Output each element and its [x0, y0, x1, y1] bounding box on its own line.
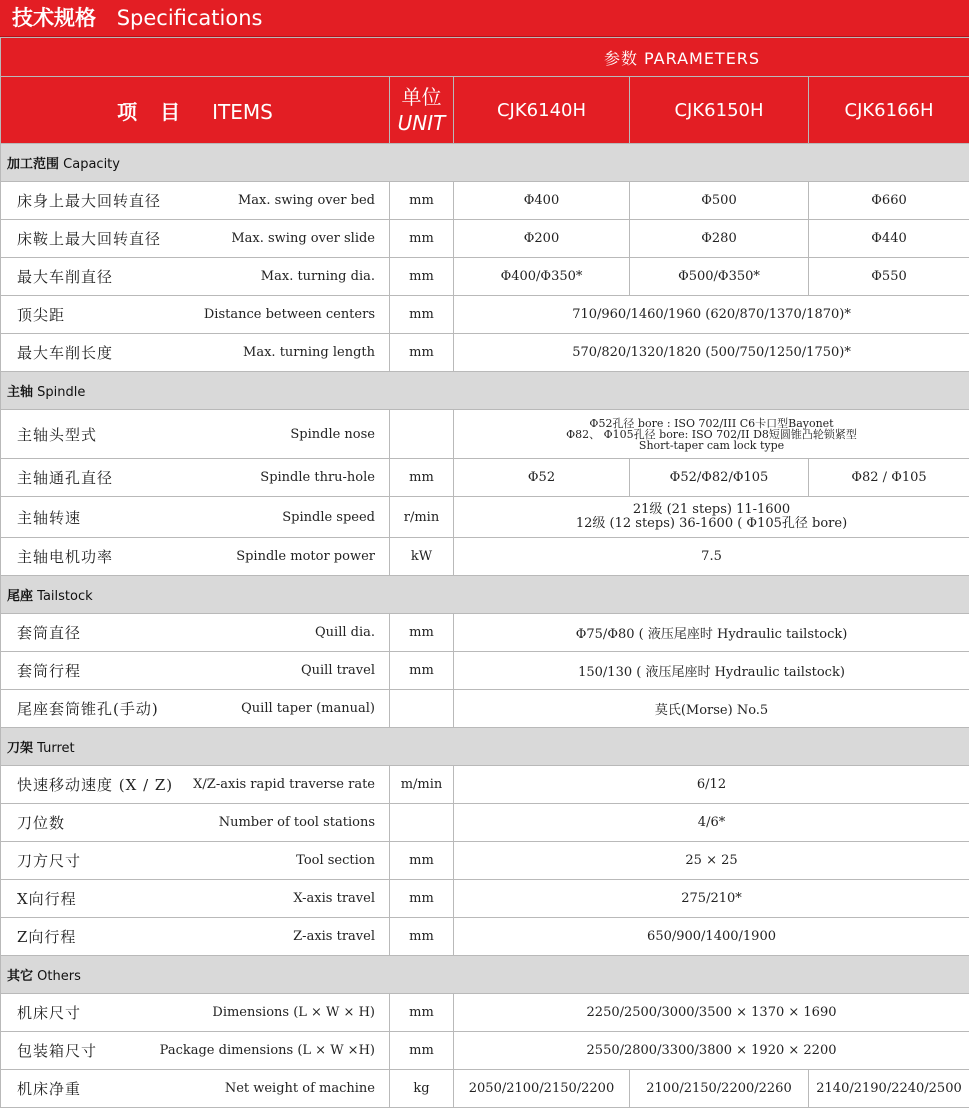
item-cell [1, 410, 390, 459]
value-cell [454, 497, 969, 538]
item-label-en: Z-axis travel [293, 929, 375, 944]
unit-cell: mm [390, 258, 454, 296]
table-row [1, 880, 969, 918]
table-row [1, 538, 969, 576]
section-spindle [1, 372, 969, 410]
value-cell: 2050/2100/2150/2200 [454, 1070, 630, 1108]
section-title-cn: 其它 [7, 969, 34, 984]
section-title [1, 372, 969, 410]
item-labels [7, 614, 383, 651]
item-labels [7, 1032, 383, 1069]
unit-cell: mm [390, 296, 454, 334]
item-labels [7, 459, 383, 496]
value-cell: Φ280 [630, 220, 809, 258]
spec-table [0, 37, 969, 1108]
value-cell: 570/820/1320/1820 (500/750/1250/1750)* [454, 334, 969, 372]
item-cell [1, 220, 390, 258]
column-header-row [1, 77, 969, 144]
unit-cell: mm [390, 182, 454, 220]
value-line: Φ52孔径 bore : ISO 702/III C6卡口型Bayonet [589, 416, 834, 430]
item-labels [7, 842, 383, 879]
item-labels [7, 1070, 383, 1107]
item-label-cn: 主轴转速 [17, 508, 82, 527]
page-title [0, 0, 969, 37]
value-cell: 莫氏(Morse) No.5 [454, 690, 969, 728]
value-cell: Φ52 [454, 459, 630, 497]
item-cell [1, 258, 390, 296]
unit-cell: mm [390, 652, 454, 690]
value-cell: Φ75/Φ80 ( 液压尾座时 Hydraulic tailstock) [454, 614, 969, 652]
table-row [1, 614, 969, 652]
value-cell [454, 410, 969, 459]
table-row [1, 652, 969, 690]
item-label-cn: 机床尺寸 [17, 1004, 82, 1022]
unit-cell: mm [390, 1032, 454, 1070]
unit-cell: mm [390, 614, 454, 652]
value-cell: 2550/2800/3300/3800 × 1920 × 2200 [454, 1032, 969, 1070]
table-row [1, 804, 969, 842]
item-label-cn: 尾座套筒锥孔(手动) [17, 700, 159, 718]
table-row [1, 994, 969, 1032]
unit-header-cn: 单位 [401, 85, 442, 109]
item-labels [7, 296, 383, 333]
item-cell [1, 1070, 390, 1108]
value-cell: Φ400/Φ350* [454, 258, 630, 296]
value-cell: 2250/2500/3000/3500 × 1370 × 1690 [454, 994, 969, 1032]
unit-header-en: UNIT [397, 111, 446, 135]
model-header-cjk6150h: CJK6150H [630, 77, 809, 144]
unit-cell: mm [390, 459, 454, 497]
section-title-en: Capacity [63, 157, 120, 172]
title-en: Specifications [116, 6, 263, 30]
item-labels [7, 182, 383, 219]
value-cell: 6/12 [454, 766, 969, 804]
item-labels [7, 410, 383, 458]
item-label-en: Distance between centers [203, 307, 375, 322]
item-label-en: Spindle speed [282, 509, 375, 525]
section-title-en: Turret [37, 741, 75, 756]
item-label-cn: 包装箱尺寸 [17, 1042, 98, 1060]
item-label-en: Max. turning length [243, 345, 375, 360]
item-labels [7, 258, 383, 295]
unit-cell: kg [390, 1070, 454, 1108]
item-cell [1, 459, 390, 497]
section-title [1, 144, 969, 182]
unit-cell: mm [390, 334, 454, 372]
item-label-cn: Z向行程 [17, 928, 77, 946]
unit-cell [390, 410, 454, 459]
value-cell: Φ400 [454, 182, 630, 220]
item-labels [7, 804, 383, 841]
value-cell: Φ550 [809, 258, 969, 296]
section-title-cn: 加工范围 [7, 157, 60, 172]
table-row [1, 220, 969, 258]
item-label-cn: 床身上最大回转直径 [17, 192, 162, 210]
value-line: Φ82、 Φ105孔径 bore: ISO 702/II D8短圆锥凸轮锁紧型 [566, 427, 857, 441]
table-row [1, 690, 969, 728]
unit-cell: r/min [390, 497, 454, 538]
section-capacity [1, 144, 969, 182]
item-cell [1, 804, 390, 842]
value-cell: Φ82 / Φ105 [809, 459, 969, 497]
table-row [1, 334, 969, 372]
value-cell: 2140/2190/2240/2500 [809, 1070, 969, 1108]
table-row [1, 1070, 969, 1108]
item-cell [1, 842, 390, 880]
value-cell: 710/960/1460/1960 (620/870/1370/1870)* [454, 296, 969, 334]
value-cell: 650/900/1400/1900 [454, 918, 969, 956]
section-title-en: Others [37, 969, 81, 984]
item-cell [1, 614, 390, 652]
section-title [1, 956, 969, 994]
section-others [1, 956, 969, 994]
table-row [1, 459, 969, 497]
table-row [1, 258, 969, 296]
parameters-label: 参数 PARAMETERS [1, 38, 969, 77]
value-cell: Φ500 [630, 182, 809, 220]
value-cell: Φ52/Φ82/Φ105 [630, 459, 809, 497]
item-label-en: Max. swing over bed [238, 193, 375, 208]
item-cell [1, 766, 390, 804]
value-cell: 4/6* [454, 804, 969, 842]
value-cell: Φ200 [454, 220, 630, 258]
value-line: 21级 (21 steps) 11-1600 [632, 502, 791, 517]
item-cell [1, 182, 390, 220]
item-label-en: X/Z-axis rapid traverse rate [193, 777, 375, 792]
value-cell: Φ440 [809, 220, 969, 258]
section-title-en: Spindle [37, 385, 86, 400]
item-cell [1, 690, 390, 728]
item-label-en: Max. swing over slide [231, 231, 375, 246]
item-label-en: Package dimensions (L × W ×H) [159, 1043, 375, 1058]
unit-cell: mm [390, 842, 454, 880]
model-header-cjk6166h: CJK6166H [809, 77, 969, 144]
item-label-en: Quill travel [300, 663, 375, 678]
item-label-cn: X向行程 [17, 890, 77, 908]
item-cell [1, 652, 390, 690]
item-label-en: Number of tool stations [218, 815, 375, 830]
item-label-en: Dimensions (L × W × H) [212, 1005, 375, 1020]
model-header-cjk6140h: CJK6140H [454, 77, 630, 144]
item-labels [7, 652, 383, 689]
item-label-cn: 套筒直径 [17, 624, 82, 642]
section-title [1, 576, 969, 614]
table-row [1, 918, 969, 956]
item-label-cn: 机床净重 [17, 1080, 82, 1098]
unit-cell: m/min [390, 766, 454, 804]
items-header-en: ITEMS [212, 99, 273, 124]
item-label-cn: 快速移动速度 (X / Z) [17, 776, 174, 794]
section-title-en: Tailstock [37, 589, 93, 604]
item-labels [7, 538, 383, 575]
item-labels [7, 497, 383, 537]
value-cell: 25 × 25 [454, 842, 969, 880]
table-row [1, 766, 969, 804]
value-cell: Φ500/Φ350* [630, 258, 809, 296]
section-title-cn: 尾座 [7, 589, 34, 604]
value-cell: 275/210* [454, 880, 969, 918]
item-label-en: Spindle motor power [236, 549, 375, 564]
item-cell [1, 334, 390, 372]
item-label-en: Spindle nose [290, 426, 375, 442]
item-labels [7, 994, 383, 1031]
value-cell: 2100/2150/2200/2260 [630, 1070, 809, 1108]
table-row [1, 497, 969, 538]
item-label-en: Tool section [296, 853, 375, 868]
item-label-cn: 主轴通孔直径 [17, 469, 114, 487]
items-header [1, 77, 390, 144]
value-cell: Φ660 [809, 182, 969, 220]
unit-cell [390, 690, 454, 728]
item-cell [1, 918, 390, 956]
table-row [1, 182, 969, 220]
item-label-en: Net weight of machine [224, 1081, 375, 1096]
section-title [1, 728, 969, 766]
unit-cell: mm [390, 918, 454, 956]
item-cell [1, 880, 390, 918]
item-label-cn: 主轴头型式 [17, 425, 98, 444]
unit-cell: kW [390, 538, 454, 576]
value-line: Short-taper cam lock type [638, 438, 785, 452]
item-label-cn: 床鞍上最大回转直径 [17, 230, 162, 248]
unit-cell [390, 804, 454, 842]
item-cell [1, 1032, 390, 1070]
item-cell [1, 538, 390, 576]
item-cell [1, 296, 390, 334]
parameters-header-row [1, 38, 969, 77]
table-row [1, 410, 969, 459]
item-label-en: Quill taper (manual) [241, 701, 375, 716]
section-title-cn: 主轴 [7, 385, 34, 400]
table-row [1, 1032, 969, 1070]
item-labels [7, 880, 383, 917]
section-tailstock [1, 576, 969, 614]
item-cell [1, 994, 390, 1032]
section-title-cn: 刀架 [7, 741, 34, 756]
item-labels [7, 220, 383, 257]
item-label-cn: 最大车削直径 [17, 268, 114, 286]
item-cell [1, 497, 390, 538]
items-header-cn: 项 目 [117, 99, 189, 124]
item-label-en: Quill dia. [315, 625, 375, 640]
item-label-cn: 刀位数 [17, 814, 66, 832]
item-label-cn: 套筒行程 [17, 662, 82, 680]
item-labels [7, 690, 383, 727]
unit-cell: mm [390, 880, 454, 918]
table-row [1, 842, 969, 880]
item-label-en: Spindle thru-hole [260, 470, 375, 485]
unit-cell: mm [390, 994, 454, 1032]
item-label-cn: 刀方尺寸 [17, 852, 82, 870]
value-cell: 7.5 [454, 538, 969, 576]
unit-header [390, 77, 454, 144]
value-line: 12级 (12 steps) 36-1600 ( Φ105孔径 bore) [575, 516, 848, 531]
unit-cell: mm [390, 220, 454, 258]
item-label-cn: 顶尖距 [17, 306, 66, 324]
item-labels [7, 918, 383, 955]
item-labels [7, 334, 383, 371]
item-label-en: X-axis travel [293, 891, 375, 906]
table-row [1, 296, 969, 334]
value-cell: 150/130 ( 液压尾座时 Hydraulic tailstock) [454, 652, 969, 690]
section-turret [1, 728, 969, 766]
item-label-cn: 主轴电机功率 [17, 548, 114, 566]
item-label-cn: 最大车削长度 [17, 344, 114, 362]
item-labels [7, 766, 383, 803]
title-cn: 技术规格 [12, 6, 96, 30]
item-label-en: Max. turning dia. [260, 269, 375, 284]
